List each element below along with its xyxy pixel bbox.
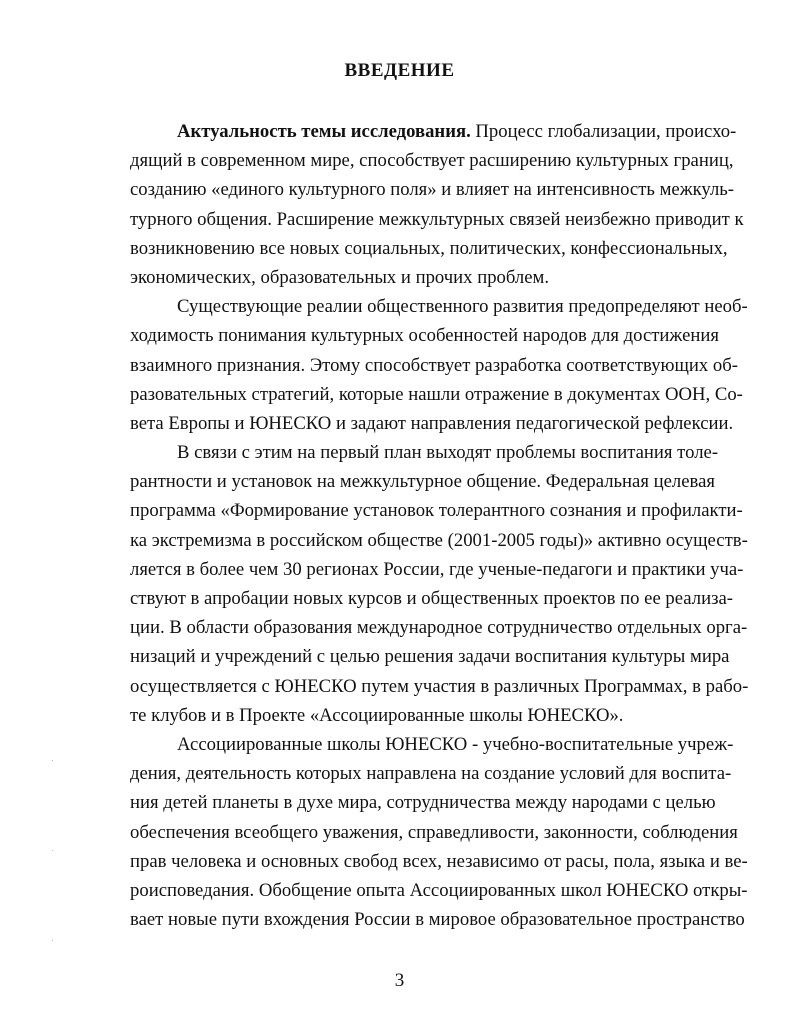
text-line: те клубов и в Проекте «Ассоциированные школы ЮНЕСКО». [130,704,624,726]
text-line: низаций и учреждений с целью решения задачи воспитания культуры мира [130,646,730,668]
text-line: Существующие реалии общественного развития предопределяют необ- [177,296,748,318]
text-line: разовательных стратегий, которые нашли отражение в документах ООН, Со- [130,383,743,405]
text-line: экономических, образовательных и прочих проблем. [130,266,550,288]
text-line: В связи с этим на первый план выходят проблемы воспитания толе- [177,442,719,464]
text-line: программа «Формирование установок толерантного сознания и профилакти- [130,500,743,522]
paragraph-tolerance [130,438,749,730]
text-line: ляется в более чем 30 регионах России, где ученые-педагоги и практики уча- [130,558,744,580]
text-line: ции. В области образования международное сотрудничество отдельных орга- [130,617,748,639]
text-line: Актуальность темы исследования. Процесс глобализации, происхо- [177,121,737,142]
scan-artifact [52,760,54,960]
text-line: ходимость понимания культурных особенностей народов для достижения [130,325,719,347]
text-line: вает новые пути вхождения России в мировое образовательное пространство [130,909,745,931]
text-line: вета Европы и ЮНЕСКО и задают направления педагогической рефлексии. [130,412,734,434]
text-line: осуществляется с ЮНЕСКО путем участия в различных Программах, в рабо- [130,675,749,697]
paragraph-associated-schools [130,730,748,934]
text-line: созданию «единого культурного поля» и влияет на интенсивность межкуль- [130,179,735,201]
text-line: турного общения. Расширение межкультурных связей неизбежно приводит к [130,208,744,230]
text-line: дящий в современном мире, способствует расширению культурных границ, [130,150,734,172]
text-line: прав человека и основных свобод всех, независимо от расы, пола, языка и ве- [130,850,748,872]
page-title: ВВЕДЕНИЕ [344,60,455,81]
text-line: дения, деятельность которых направлена на создание условий для воспита- [130,763,732,785]
paragraph-relevance [130,117,744,292]
text-line: рантности и установок на межкультурное общение. Федеральная целевая [130,471,715,493]
text-line: возникновению все новых социальных, политических, конфессиональных, [130,237,728,259]
paragraph-lead: Актуальность темы исследования. [177,121,471,142]
text-line: Ассоциированные школы ЮНЕСКО - учебно-воспитательные учреж- [177,733,734,755]
text-line: ка экстремизма в российском обществе (2001-2005 годы)» активно осуществ- [130,529,748,551]
text-line: взаимного признания. Этому способствует разработка соответствующих об- [130,354,738,376]
text-line: ния детей планеты в духе мира, сотрудничества между народами с целью [130,792,716,814]
paragraph-realities [130,292,748,438]
text-line: ствуют в апробации новых курсов и общественных проектов по ее реализа- [130,588,733,609]
page-number: 3 [394,970,405,991]
text-line: обеспечения всеобщего уважения, справедливости, законности, соблюдения [130,821,738,843]
body-text [130,117,749,934]
text-line: роисповедания. Обобщение опыта Ассоциированных школ ЮНЕСКО откры- [130,879,748,901]
